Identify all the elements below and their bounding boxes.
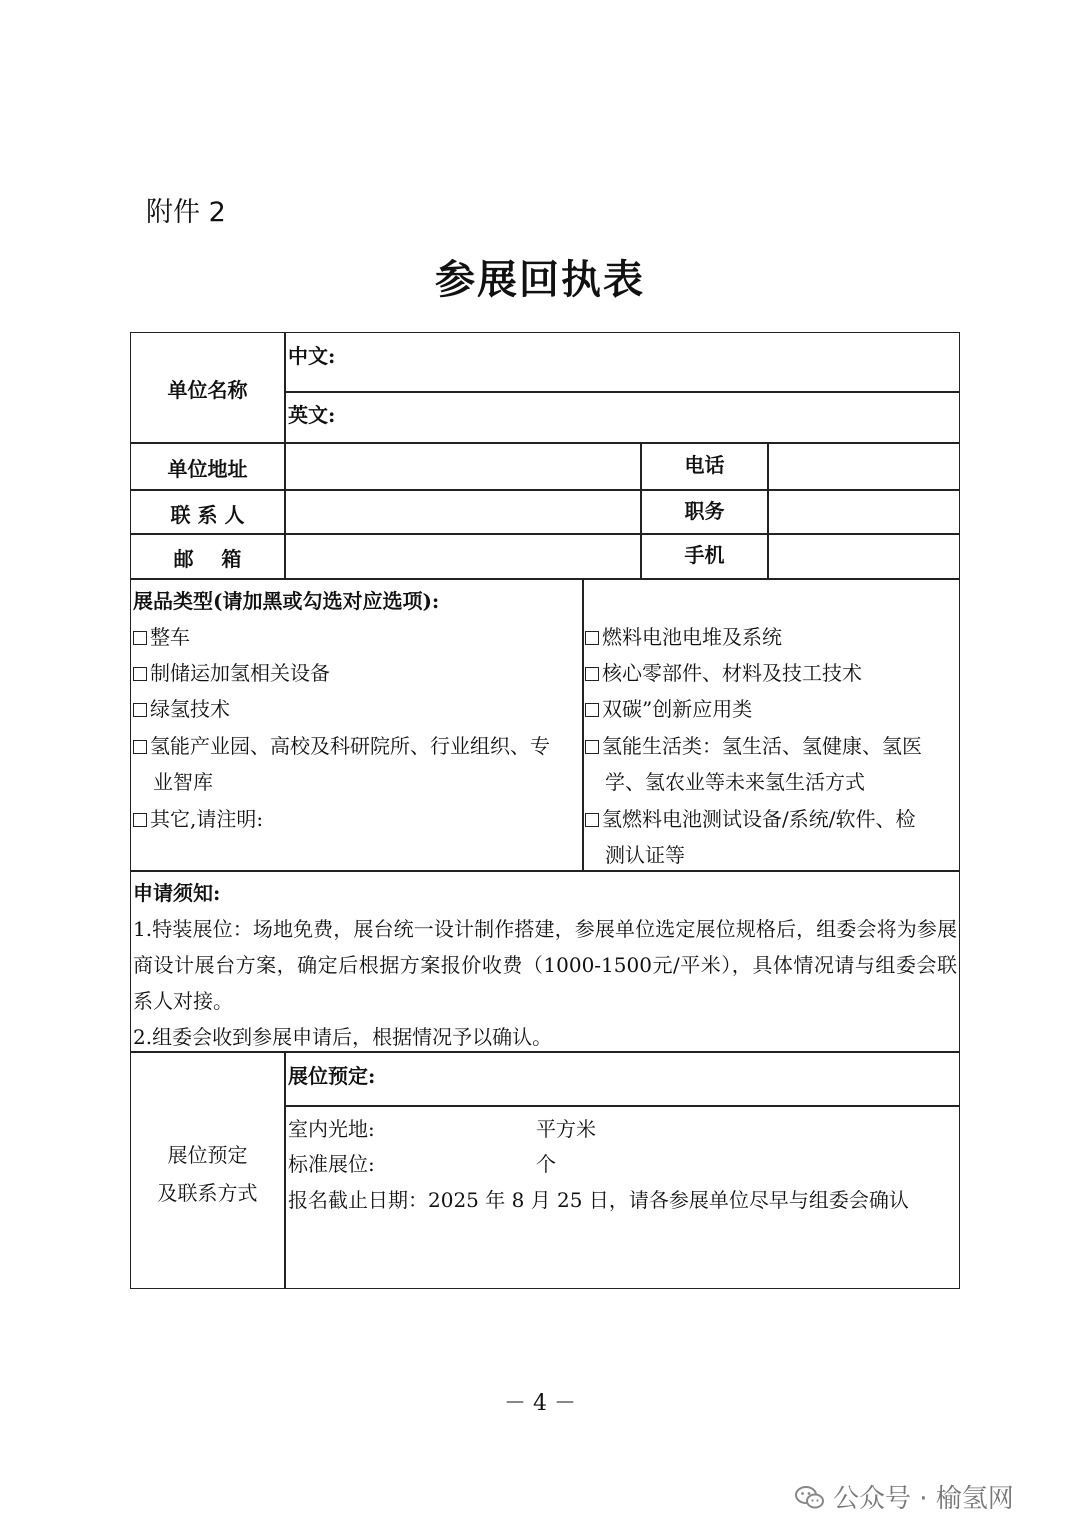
option-core-components[interactable] [585,663,862,683]
option-label: 氢能产业园、高校及科研院所、行业组织、专 [150,734,550,758]
mobile-label: 手机 [684,543,725,567]
phone-label: 电话 [684,453,725,477]
address-label: 单位地址 [167,457,248,481]
checkbox[interactable] [133,667,147,681]
option-other[interactable] [133,809,263,829]
checkbox[interactable] [585,703,599,717]
english-name-label: 英文: [288,403,336,427]
booth-label: 展位预定 [167,1143,248,1167]
divider [131,1051,959,1053]
notice-label: 申请须知: [133,881,221,905]
checkbox[interactable] [133,703,147,717]
option-label-continued: 学、氢农业等未来氢生活方式 [605,770,865,794]
indoor-space-label: 室内光地: [288,1117,375,1141]
exhibit-type-label: 展品类型(请加黑或勾选对应选项): [133,589,440,613]
standard-booth-unit: 个 [536,1152,556,1176]
notice-item-2: 2.组委会收到参展申请后，根据情况予以确认。 [133,1025,553,1049]
address-field[interactable] [287,445,638,487]
wechat-icon [795,1485,825,1511]
option-vehicle[interactable] [133,627,190,647]
option-label-continued: 业智库 [153,770,213,794]
contact-field[interactable] [287,491,638,531]
option-label: 核心零部件、材料及技工技术 [602,661,862,685]
checkbox[interactable] [585,631,599,645]
checkbox[interactable] [585,740,599,754]
option-label-continued: 测认证等 [605,843,685,867]
registration-form [130,332,960,1289]
watermark [795,1478,1014,1515]
option-fuel-cell-stack[interactable] [585,627,782,647]
divider [284,391,960,393]
divider [131,870,959,872]
divider [131,442,959,444]
option-dual-carbon[interactable] [585,699,752,719]
notice-item-1: 1.特装展位：场地免费，展台统一设计制作搭建，参展单位选定展位规格后，组委会将为参展商设计展台方案，确定后根据方案报价收费（1000-1500元/平米），具体情况请与组委会联系人对接。 [133,917,957,1013]
option-green-hydrogen[interactable] [133,699,230,719]
option-industrial-park[interactable] [133,736,550,756]
option-label: 双碳”创新应用类 [602,697,753,721]
option-label: 绿氢技术 [150,697,230,721]
divider [284,1105,960,1107]
checkbox[interactable] [133,813,147,827]
divider [767,443,769,579]
chinese-name-field[interactable] [346,335,956,389]
standard-booth-field[interactable] [386,1148,531,1178]
option-test-equipment[interactable] [585,809,915,829]
booth-label: 及联系方式 [157,1181,258,1205]
option-label: 燃料电池电堆及系统 [602,625,782,649]
booth-reservation-label: 展位预定: [288,1064,376,1088]
divider [284,333,286,579]
option-hydrogen-life[interactable] [585,736,922,756]
deadline-text: 报名截止日期：2025 年 8 月 25 日，请各参展单位尽早与组委会确认 [288,1188,909,1212]
divider [582,579,584,871]
mobile-field[interactable] [770,535,958,576]
chinese-name-label: 中文: [288,344,336,368]
watermark-text: 公众号 · 榆氢网 [833,1484,1014,1514]
option-label: 整车 [150,625,190,649]
checkbox[interactable] [133,740,147,754]
attachment-label: 附件 2 [146,197,226,228]
page-title: 参展回执表 [435,256,645,303]
option-hydrogen-equipment[interactable] [133,663,330,683]
divider [131,578,959,580]
english-name-field[interactable] [346,394,956,440]
option-label: 制储运加氢相关设备 [150,661,330,685]
position-label: 职务 [684,499,725,523]
contact-label: 联 系 人 [170,503,245,527]
indoor-space-field[interactable] [386,1113,531,1143]
phone-field[interactable] [770,445,958,487]
standard-booth-label: 标准展位: [288,1152,375,1176]
checkbox[interactable] [585,667,599,681]
page-number: － 4 － [504,1391,576,1416]
indoor-space-unit: 平方米 [536,1117,596,1141]
option-label: 其它,请注明: [150,807,264,831]
checkbox[interactable] [133,631,147,645]
option-label: 氢能生活类：氢生活、氢健康、氢医 [602,734,922,758]
email-field[interactable] [287,535,638,576]
divider [284,1052,286,1289]
position-field[interactable] [770,491,958,531]
unit-name-label: 单位名称 [167,378,248,402]
checkbox[interactable] [585,813,599,827]
email-label: 邮 箱 [173,547,242,571]
option-label: 氢燃料电池测试设备/系统/软件、检 [602,807,916,831]
